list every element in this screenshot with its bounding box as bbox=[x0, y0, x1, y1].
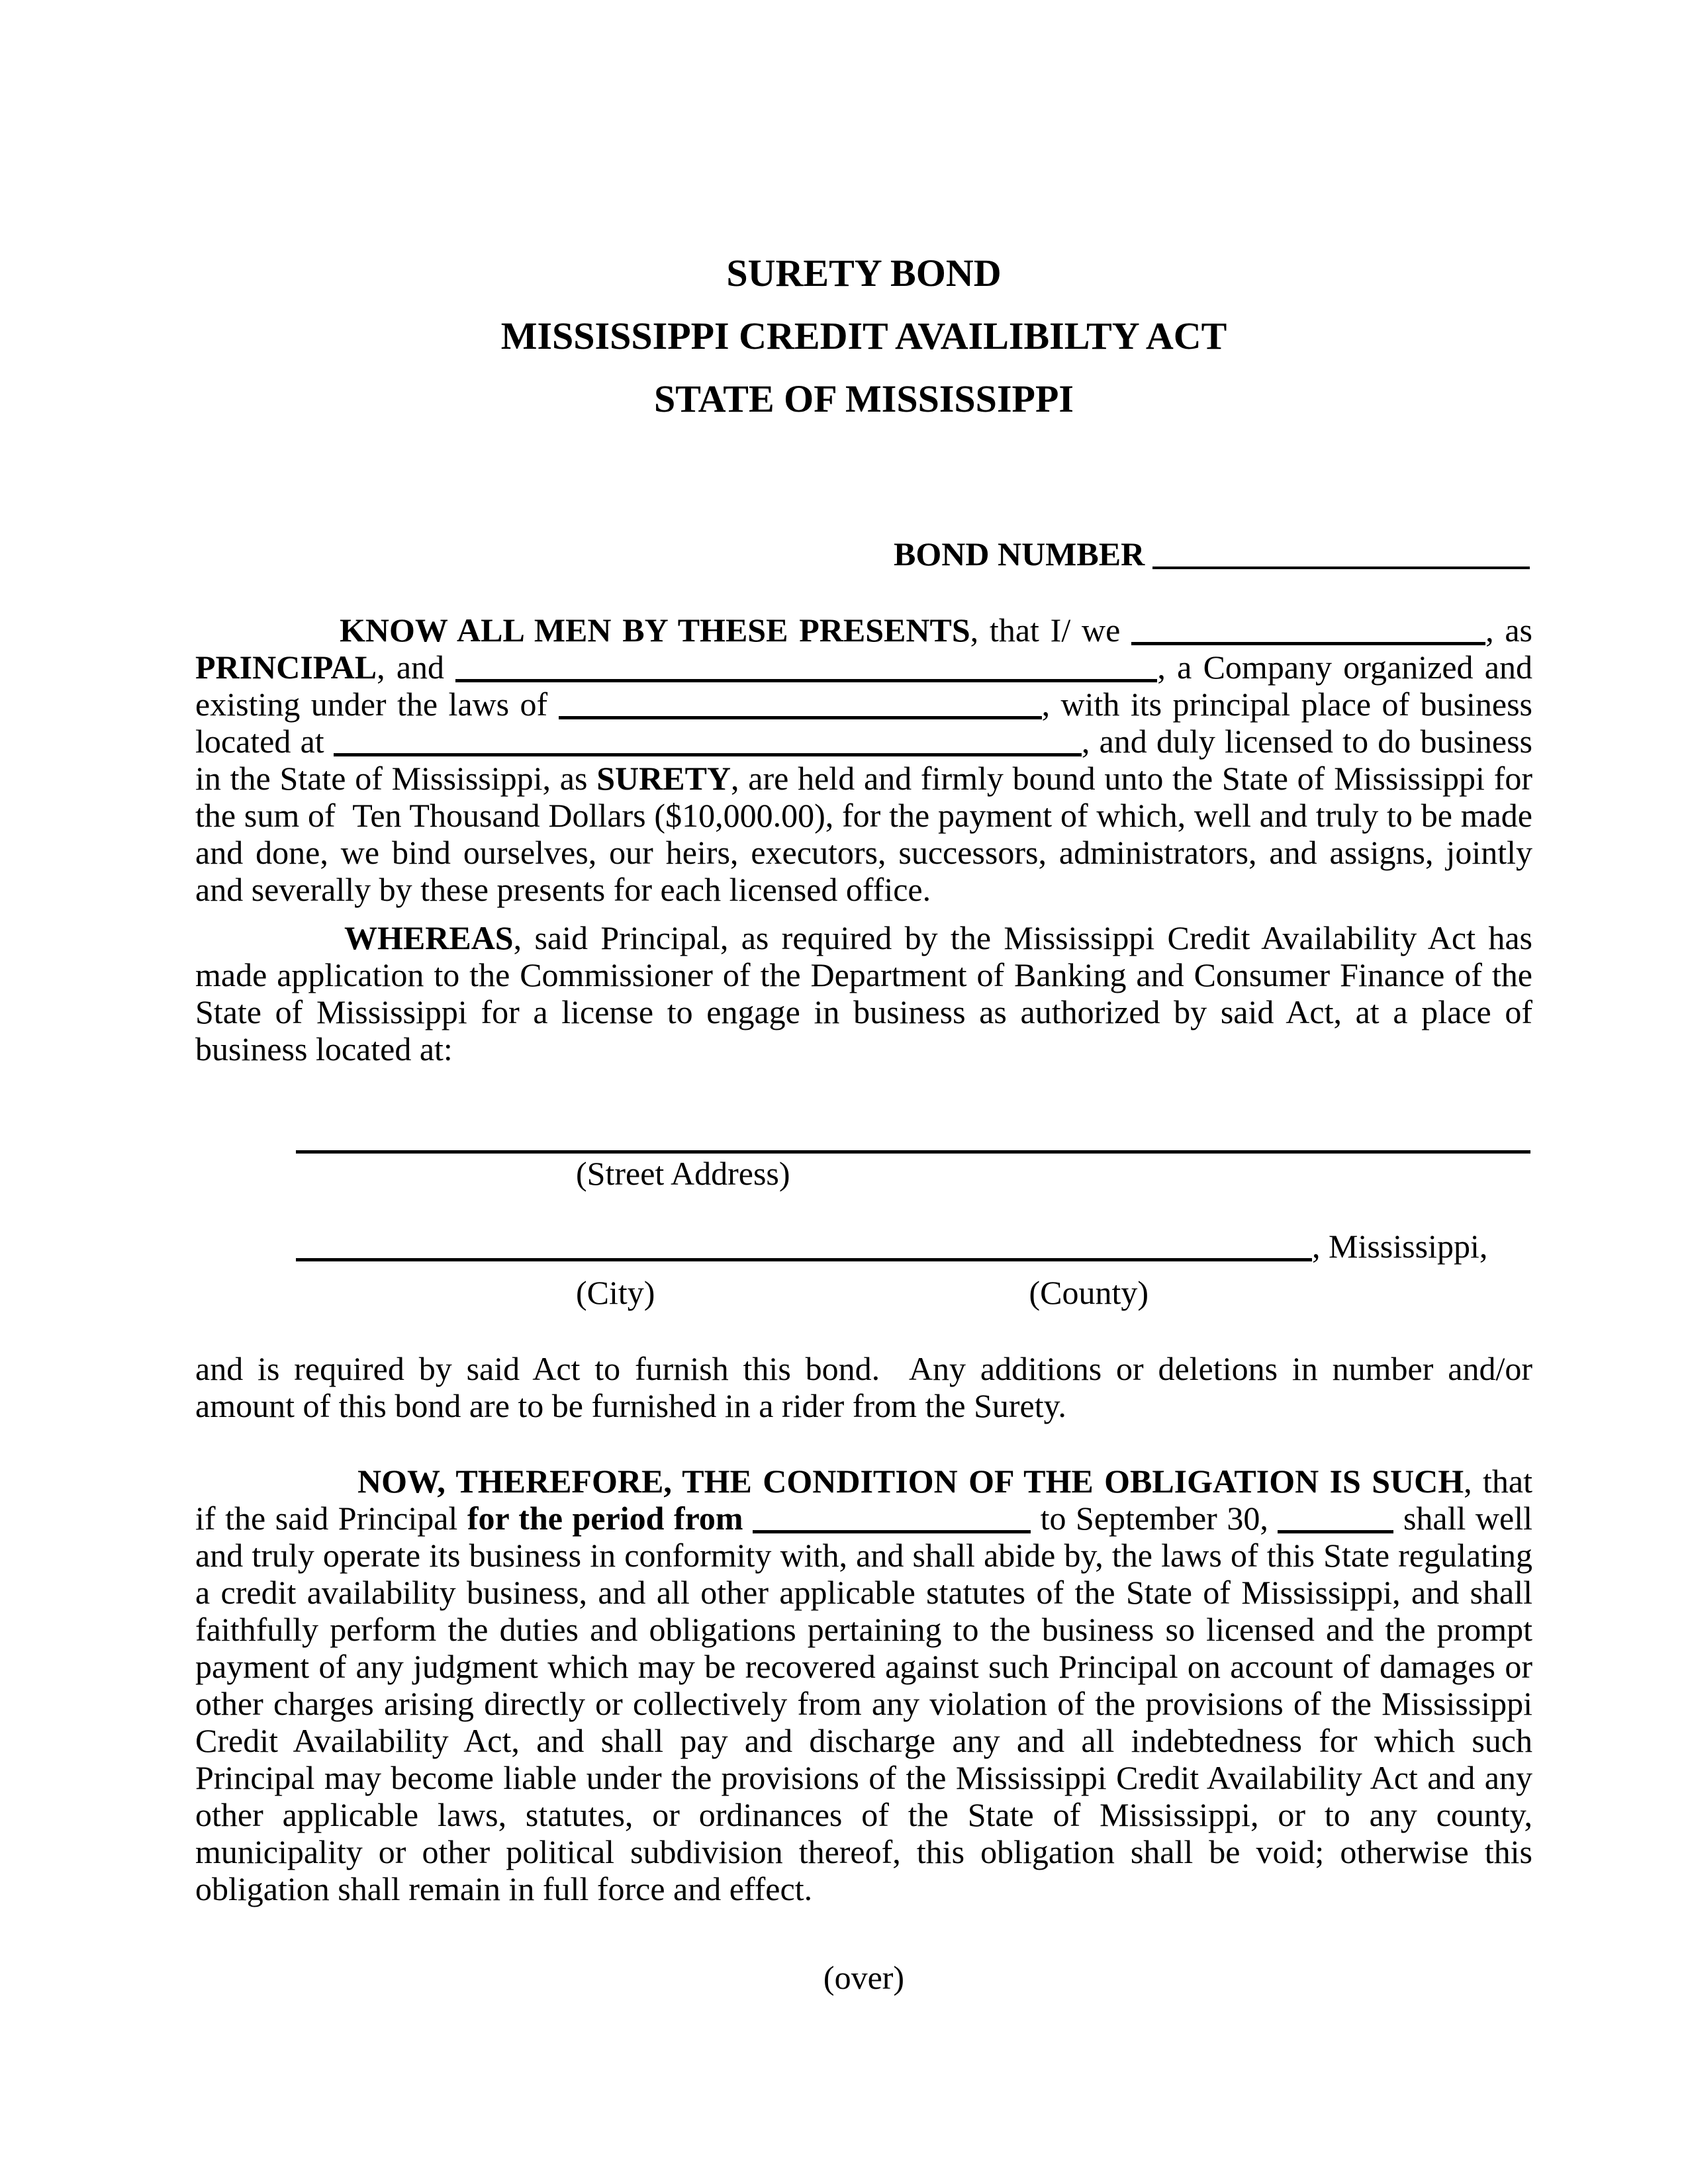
whereas-bold: WHEREAS bbox=[344, 919, 514, 956]
paragraph-know-all-men bbox=[195, 612, 1532, 908]
paragraph-rider: and is required by said Act to furnish this bond. Any additions or deletions in number and/or amount of this bond are to be furnished in a rider from the Surety. bbox=[195, 1350, 1532, 1424]
paragraph-whereas bbox=[195, 919, 1532, 1068]
text-segment: to September 30, bbox=[1031, 1500, 1278, 1537]
city-county-labels bbox=[195, 1274, 1532, 1311]
company-name-field[interactable] bbox=[455, 679, 1157, 682]
document-title-block bbox=[195, 242, 1532, 430]
text-segment: , and bbox=[377, 649, 456, 686]
year-field[interactable] bbox=[1278, 1530, 1393, 1533]
county-label: (County) bbox=[1029, 1274, 1149, 1311]
surety-bold: SURETY bbox=[596, 760, 731, 797]
text-segment: , that if the said Principal bbox=[195, 1463, 1532, 1537]
street-address-label: (Street Address) bbox=[576, 1155, 790, 1192]
street-address-field[interactable] bbox=[296, 1127, 1530, 1154]
document-title: SURETY BOND bbox=[726, 251, 1002, 295]
presents-opening-bold: KNOW ALL MEN BY THESE PRESENTS bbox=[340, 612, 970, 649]
city-field[interactable] bbox=[296, 1258, 1312, 1261]
text-segment: , that I/ we bbox=[970, 612, 1132, 649]
city-county-row bbox=[195, 1228, 1532, 1265]
bond-number-row bbox=[894, 535, 1532, 572]
principal-bold: PRINCIPAL bbox=[195, 649, 377, 686]
mississippi-suffix: , Mississippi, bbox=[1312, 1228, 1488, 1265]
text-segment: , are held and firmly bound unto the State of Mississippi for the sum of Ten Thousand Dollars ($10,000.00), for the payment of which, well and truly to be made and done, we bind ourselves, our heirs, executors, successors, administrators, and assigns, jointly and severally by these presents for each licensed office. bbox=[195, 760, 1533, 908]
bond-number-field[interactable] bbox=[1152, 567, 1530, 569]
document-subtitle-state: STATE OF MISSISSIPPI bbox=[654, 377, 1074, 420]
over-note: (over) bbox=[823, 1959, 905, 1996]
text-segment: , a Company organized and existing under the laws of bbox=[195, 649, 1532, 723]
city-label: (City) bbox=[576, 1274, 655, 1311]
document-subtitle-act: MISSISSIPPI CREDIT AVAILIBILTY ACT bbox=[500, 314, 1227, 357]
text-segment: , and duly licensed to do business in the State of Mississippi, as bbox=[195, 723, 1532, 797]
text-segment: shall well and truly operate its business in conformity with, and shall abide by, the laws of this State regulating a credit availability business, and all other applicable statutes of the State of Mississippi, and shall faithfully perform the duties and obligations pertaining to the business so licensed and the prompt payment of any judgment which may be recovered against such Principal on account of damages or other charges arising directly or collectively from any violation of the provisions of the Mississippi Credit Availability Act, and shall pay and discharge any and all indebtedness for which such Principal may become liable under the provisions of the Mississippi Credit Availability Act and any other applicable laws, statutes, or ordinances of the State of Mississippi, or to any county, municipality or other political subdivision thereof, this obligation shall be void; otherwise this obligation shall remain in full force and effect. bbox=[195, 1500, 1532, 1907]
page-content bbox=[195, 0, 1532, 1996]
bond-number-label: BOND NUMBER bbox=[894, 535, 1145, 572]
text-segment: , as bbox=[1485, 612, 1532, 649]
principal-name-field[interactable] bbox=[1131, 642, 1485, 645]
text-segment: , with its principal place of business located at bbox=[195, 686, 1532, 760]
paragraph-condition bbox=[195, 1463, 1532, 1907]
condition-opening-bold: NOW, THEREFORE, THE CONDITION OF THE OBLIGATION IS SUCH bbox=[357, 1463, 1464, 1500]
period-start-field[interactable] bbox=[753, 1530, 1031, 1533]
principal-business-address-field[interactable] bbox=[334, 753, 1082, 756]
text-segment: , said Principal, as required by the Mississippi Credit Availability Act has made application to the Commissioner of the Department of Banking and Consumer Finance of the State of Mississippi for a license to engage in business as authorized by said Act, at a place of business located at: bbox=[195, 919, 1532, 1068]
state-of-incorporation-field[interactable] bbox=[559, 716, 1042, 719]
period-from-bold: for the period from bbox=[467, 1500, 753, 1537]
